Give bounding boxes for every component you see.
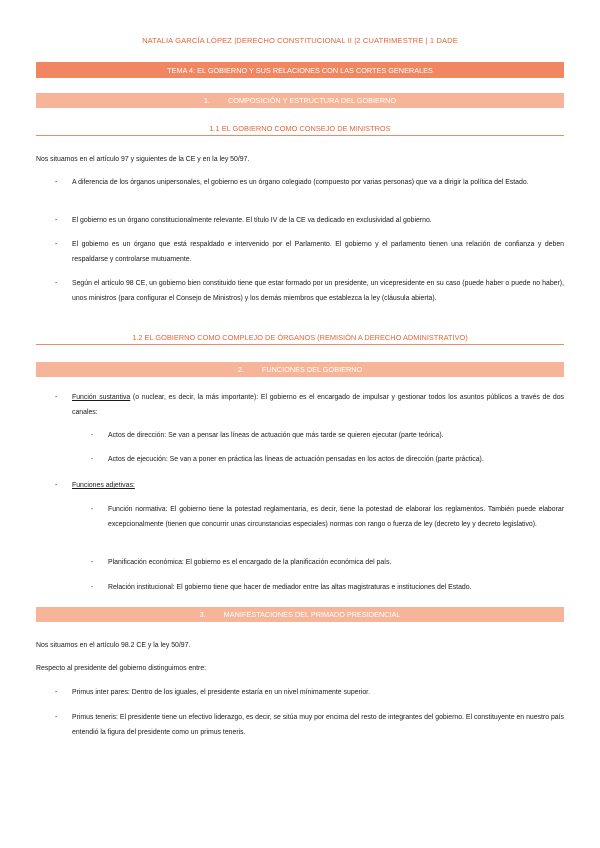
subsection-1-2-heading: 1.2 EL GOBIERNO COMO COMPLEJO DE ÓRGANOS (REMISIÓN A DERECHO ADMINISTRATIVO) <box>36 333 564 345</box>
section-3-title: MANIFESTACIONES DEL PRIMADO PRESIDENCIAL <box>223 610 401 619</box>
section-1-heading <box>36 93 564 108</box>
dash-bullet: - <box>55 714 58 721</box>
running-header: NATALIA GARCÍA LÓPEZ |DERECHO CONSTITUCIONAL II |2 CUATRIMESTRE | 1 DADE <box>142 36 458 45</box>
section-1-title: COMPOSICIÓN Y ESTRUCTURA DEL GOBIERNO <box>227 96 397 105</box>
dash-bullet: - <box>91 456 94 463</box>
list-item-text: El gobierno es un órgano constitucionalmente relevante. El título IV de la CE va dedicado en exclusividad al gobierno. <box>72 217 432 224</box>
list-item <box>91 556 564 571</box>
section-1-number: 1. <box>203 96 210 105</box>
list-item <box>91 429 564 444</box>
section-1-intro: Nos situamos en el artículo 97 y siguientes de la CE y en la ley 50/97. <box>36 156 250 163</box>
list-item-text: A diferencia de los órganos unipersonales, el gobierno es un órgano colegiado (compuesto por varias personas) que va a dirigir la política del Estado. <box>72 179 529 186</box>
list-item-text: Primus teneris: El presidente tiene un efectivo liderazgo, es decir, se sitúa muy por encima del resto de integrantes del gobierno. El constituyente en nuestro país entendió la figura del presidente como un primus teneris. <box>72 714 564 736</box>
list-item-text: Planificación económica: El gobierno es el encargado de la planificación económica del país. <box>108 559 392 566</box>
function-description: (o nuclear, es decir, la más importante): El gobierno es el encargado de impulsar y gestionar todos los asuntos públicos a través de dos canales: <box>72 394 564 416</box>
section-3-heading <box>36 607 564 622</box>
section-3-number: 3. <box>199 610 206 619</box>
dash-bullet: - <box>55 179 58 186</box>
list-item-text: El gobierno es un órgano que está respaldado e intervenido por el Parlamento. El gobierno y el parlamento tienen una relación de confianza y deben respaldarse y controlarse mutuamente. <box>72 241 564 263</box>
dash-bullet: - <box>55 394 58 401</box>
list-item-text: Función normativa: El gobierno tiene la potestad reglamentaria, es decir, tiene la potestad de elaborar los reglamentos. También puede elaborar excepcionalmente (tienen que concurrir unas circunstancias especiales) normas con rango o fuerza de ley (decreto ley y decreto legislativo). <box>108 506 564 528</box>
list-item-text: Primus inter pares: Dentro de los iguales, el presidente estaría en un nivel mínimamente superior. <box>72 689 370 696</box>
section-2-title: FUNCIONES DEL GOBIERNO <box>261 365 363 374</box>
list-item-text: Actos de dirección: Se van a pensar las líneas de actuación que más tarde se quieren ejecutar (parte teórica). <box>108 432 444 439</box>
dash-bullet: - <box>55 689 58 696</box>
list-item <box>55 391 564 420</box>
dash-bullet: - <box>91 559 94 566</box>
list-item-text: Actos de ejecución: Se van a poner en práctica las líneas de actuación pensadas en los actos de dirección (parte práctica). <box>108 456 484 463</box>
dash-bullet: - <box>91 506 94 513</box>
list-item <box>91 581 564 596</box>
section-3-intro-2: Respecto al presidente del gobierno distinguimos entre: <box>36 665 207 672</box>
list-item <box>55 711 564 740</box>
list-item <box>91 503 564 532</box>
section-2-heading <box>36 362 564 377</box>
list-item <box>55 479 564 494</box>
section-2-number: 2. <box>237 365 244 374</box>
dash-bullet: - <box>55 482 58 489</box>
dash-bullet: - <box>55 280 58 287</box>
function-label: Funciones adjetivas: <box>72 482 135 489</box>
list-item <box>55 238 564 267</box>
dash-bullet: - <box>91 432 94 439</box>
list-item <box>55 176 564 191</box>
topic-band <box>36 62 564 78</box>
list-item-text: Según el artículo 98 CE, un gobierno bien constituido tiene que estar formado por un presidente, un vicepresidente en su caso (puede haber o puede no haber), unos ministros (para configurar el Consejo de Ministros) y los demás miembros que establezca la ley (cláusula abierta). <box>72 280 564 302</box>
subsection-1-1-heading: 1.1 EL GOBIERNO COMO CONSEJO DE MINISTROS <box>36 124 564 136</box>
list-item <box>91 453 564 468</box>
dash-bullet: - <box>55 241 58 248</box>
topic-title: TEMA 4: EL GOBIERNO Y SUS RELACIONES CON LAS CORTES GENERALES <box>167 65 433 75</box>
list-item <box>55 277 564 306</box>
dash-bullet: - <box>91 584 94 591</box>
list-item <box>55 686 564 701</box>
section-3-intro: Nos situamos en el artículo 98.2 CE y la ley 50/97. <box>36 642 191 649</box>
list-item-text: Relación institucional: El gobierno tiene que hacer de mediador entre las altas magistraturas e instituciones del Estado. <box>108 584 472 591</box>
dash-bullet: - <box>55 217 58 224</box>
list-item <box>55 214 564 229</box>
function-label: Función sustantiva <box>72 394 131 401</box>
